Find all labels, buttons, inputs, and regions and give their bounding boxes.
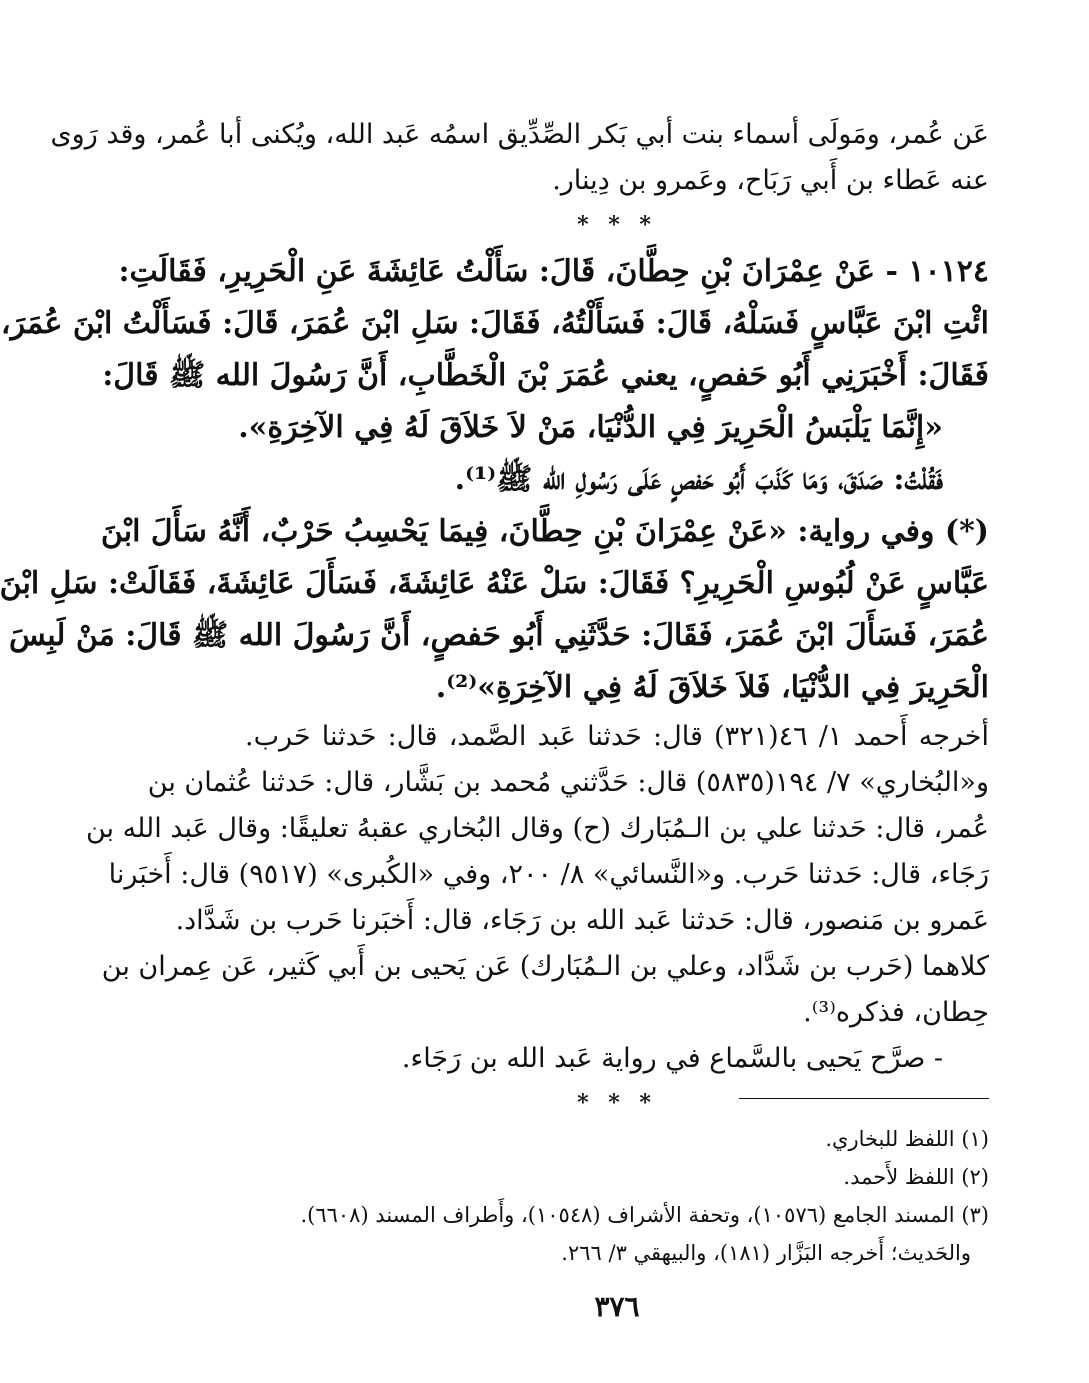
- footnotes: [245, 1120, 989, 1272]
- takhrij-line: عَمرو بن مَنصور، قال: حَدثنا عَبد الله بن رَجَاء، قال: أَخبَرنا حَرب بن شَدَّاد.: [175, 905, 989, 936]
- footnote-item: (٢) اللفظ لأَحمد.: [843, 1165, 989, 1189]
- note-line: - صرَّح يَحيى بالسَّماع في رواية عَبد الله بن رَجَاء.: [401, 1043, 943, 1074]
- variant-line: عُمَرَ، فَسَأَلَ ابْنَ عُمَرَ، فَقَالَ: حَدَّثَنِي أَبُو حَفصٍ، أَنَّ رَسُولَ الله ﷺ قَالَ: مَنْ لَبِسَ: [8, 618, 989, 653]
- intro-line: عَن عُمر، ومَولَى أسماء بنت أبي بَكر الصِّدِّيق اسمُه عَبد الله، ويُكنى أبا عُمر، وقد رَوى: [50, 119, 989, 150]
- hadith-line: فَقَالَ: أَخْبَرَنِي أَبُو حَفصٍ، يعني عُمَرَ بْنَ الْخَطَّابِ، أَنَّ رَسُولَ الله ﷺ قَالَ:: [102, 358, 989, 393]
- hadith-line: ١٠١٢٤ - عَنْ عِمْرَانَ بْنِ حِطَّانَ، قَالَ: سَأَلْتُ عَائِشَةَ عَنِ الْحَرِيرِ، فَقَالَتِ:: [118, 254, 989, 289]
- intro-line: عنه عَطاء بن أَبي رَبَاح، وعَمرو بن دِينار.: [552, 165, 989, 196]
- hadith-quote-line: «إِنَّمَا يَلْبَسُ الْحَرِيرَ فِي الدُّنْيَا، مَنْ لاَ خَلاَقَ لَهُ فِي الآخِرَةِ».: [238, 410, 943, 445]
- section-separator: * * *: [577, 1090, 657, 1116]
- footnote-item: والحَديث؛ أَخرجه البَزَّار (١٨١)، والبيهقي ٣/ ٢٦٦.: [561, 1241, 971, 1265]
- variant-line: (*) وفي رواية: «عَنْ عِمْرَانَ بْنِ حِطَّانَ، فِيمَا يَحْسِبُ حَرْبٌ، أَنَّهُ سَأَلَ ابْنَ: [100, 514, 989, 549]
- page-body: [0, 112, 989, 1124]
- hadith-quote-line: فَقُلْتُ: صَدَقَ، وَمَا كَذَبَ أَبُو حَفصٍ عَلَى رَسُولِ الله ﷺ⁽¹⁾.: [454, 462, 943, 497]
- section-separator: * * *: [577, 212, 657, 238]
- page-number: ٣٧٦: [594, 1290, 640, 1323]
- variant-line: الْحَرِيرَ فِي الدُّنْيَا، فَلاَ خَلاَقَ لَهُ فِي الآخِرَةِ»⁽²⁾.: [435, 670, 989, 705]
- chain-line: حِطان، فذكره⁽³⁾.: [803, 997, 989, 1028]
- takhrij-line: أخرجه أَحمد ١/ ٤٦(٣٢١) قال: حَدثنا عَبد الصَّمد، قال: حَدثنا حَرب.: [245, 721, 989, 752]
- footnote-item: (٣) المسند الجامع (١٠٥٧٦)، وتحفة الأشراف (١٠٥٤٨)، وأَطراف المسند (٦٦٠٨).: [300, 1203, 989, 1227]
- chain-line: كلاهما (حَرب بن شَدَّاد، وعلي بن الـمُبَارك) عَن يَحيى بن أَبي كَثير، عَن عِمران بن: [101, 951, 989, 982]
- takhrij-line: و«البُخاري» ٧/ ١٩٤(٥٨٣٥) قال: حَدَّثني مُحمد بن بَشَّار، قال: حَدثنا عُثمان بن: [147, 767, 989, 798]
- takhrij-line: عُمر، قال: حَدثنا علي بن الـمُبَارك (ح) وقال البُخاري عقبهُ تعليقًا: وقال عَبد الله بن: [85, 813, 989, 844]
- footnote-item: (١) اللفظ للبخاري.: [825, 1127, 989, 1151]
- footnote-divider: [739, 1098, 989, 1099]
- variant-line: عَبَّاسٍ عَنْ لُبُوسِ الْحَرِيرِ؟ فَقَالَ: سَلْ عَنْهُ عَائِشَةَ، فَسَأَلَ عَائِشَةَ، فَقَالَتْ: سَلِ ابْنَ: [0, 566, 989, 601]
- hadith-line: ائْتِ ابْنَ عَبَّاسٍ فَسَلْهُ، قَالَ: فَسَأَلْتُهُ، فَقَالَ: سَلِ ابْنَ عُمَرَ، قَالَ: فَسَأَلْتُ ابْنَ عُمَرَ،: [0, 306, 989, 341]
- takhrij-line: رَجَاء، قال: حَدثنا حَرب. و«النَّسائي» ٨/ ٢٠٠، وفي «الكُبرى» (٩٥١٧) قال: أَخبَرنا: [108, 859, 989, 890]
